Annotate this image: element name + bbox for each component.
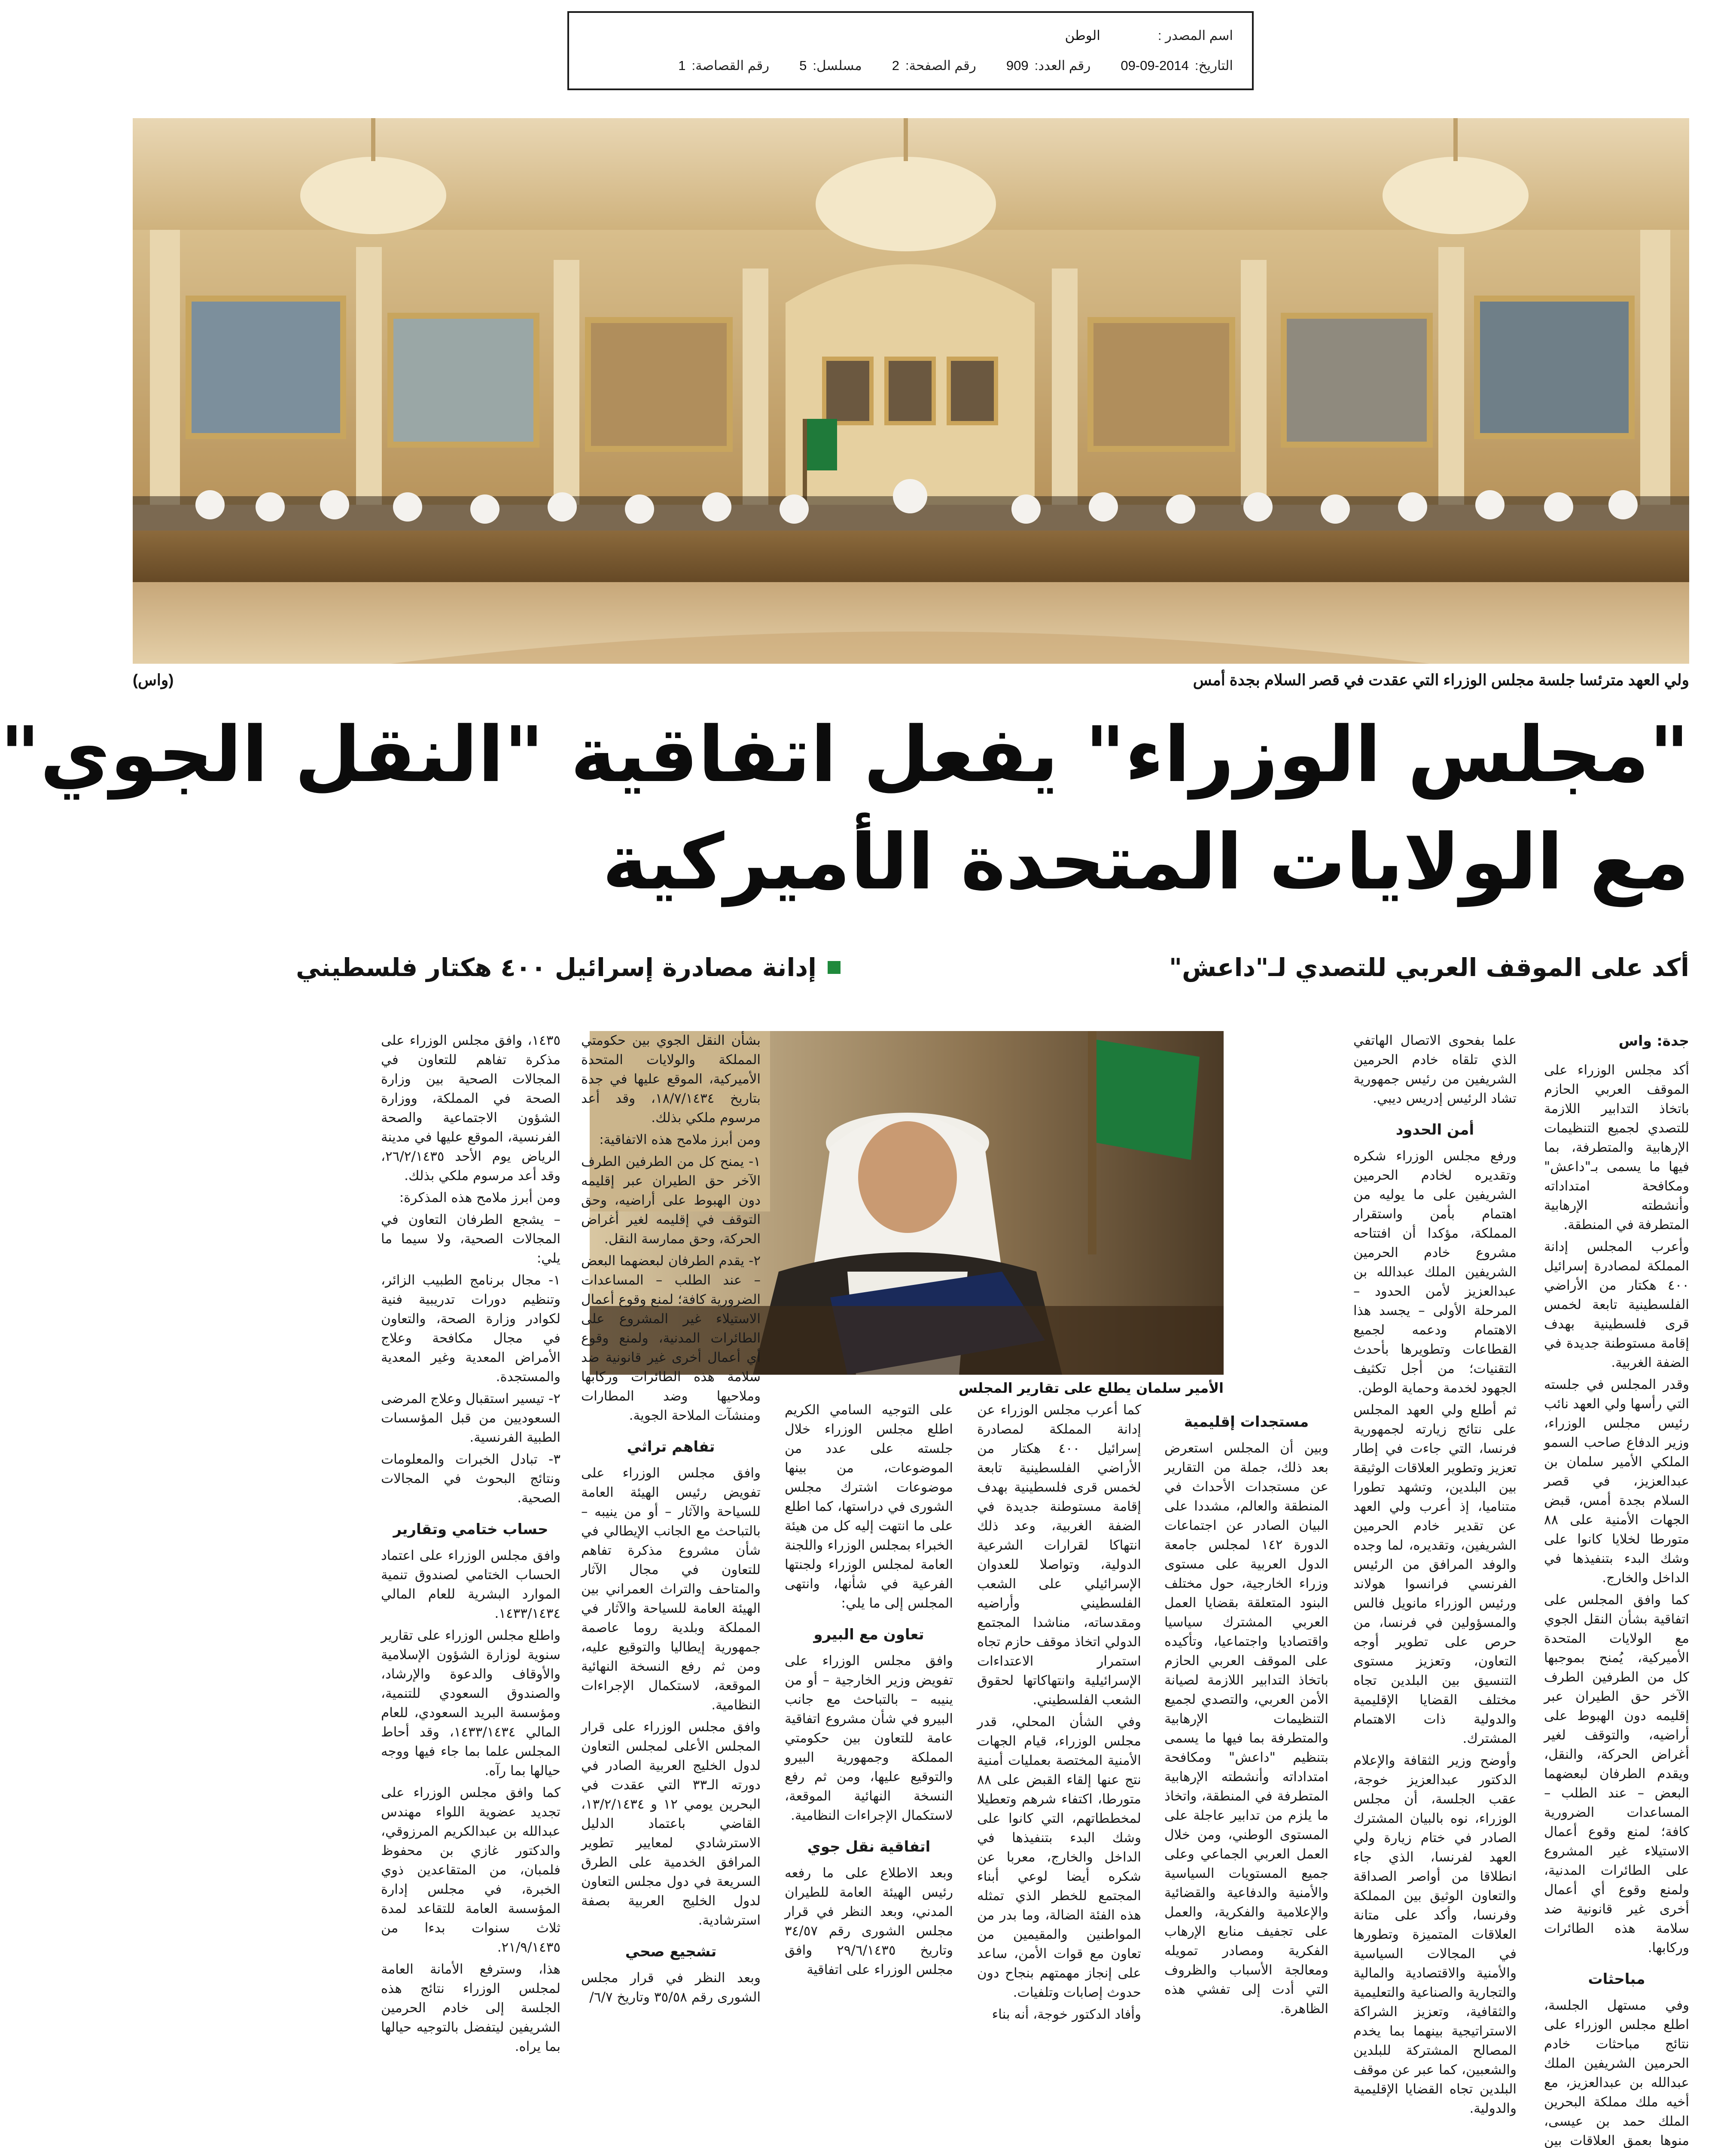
paragraph: وبعد الاطلاع على ما رفعه رئيس الهيئة العامة للطيران المدني، وبعد النظر في قرار مجلس الشورى رقم ٣٤/٥٧ وتاريخ ٢٩/٦/١٤٣٥ وافق مجلس الوزراء على اتفاقية <box>785 1865 953 1977</box>
paragraph: وافق مجلس الوزراء على تفويض وزير الخارجية – أو من ينيبه – بالتباحث مع جانب البيرو في شأن مشروع اتفاقية عامة للتعاون بين حكومتي المملكة وجمهورية البيرو والتوقيع عليها، ومن ثم رفع النسخة النهائية الموقعة، لاستكمال الإجراءات النظامية. <box>785 1653 953 1823</box>
photo-caption-text: ولي العهد مترئسا جلسة مجلس الوزراء التي عقدت في قصر السلام بجدة أمس <box>1193 671 1689 689</box>
paragraph: واطلع مجلس الوزراء على تقارير سنوية لوزارة الشؤون الإسلامية والأوقاف والدعوة والإرشاد، والصندوق السعودي للتنمية، ومؤسسة البريد السعودي، للعام المالي ١٤٣٣/١٤٣٤، وقد أحاط المجلس علما بما جاء فيها ووجه حيالها بما رآه. <box>381 1628 560 1779</box>
subhead-left-wrap <box>296 953 841 982</box>
paragraph: وافق مجلس الوزراء على قرار المجلس الأعلى لمجلس التعاون لدول الخليج العربية الصادر في دورته الـ٣٣ التي عقدت في البحرين يومي ١٢ و ١٣/٢/١٤٣٤، القاضي باعتماد الدليل الاسترشادي لمعايير تطوير المرافق الخدمية على الطرق السريعة في دول مجلس التعاون لدول الخليج العربية بصفة استرشادية. <box>581 1719 761 1928</box>
source-label: اسم المصدر : <box>1157 28 1233 43</box>
paragraph: كما وافق المجلس على اتفاقية بشأن النقل الجوي مع الولايات المتحدة الأميركية، يُمنح بموجبها كل من الطرفين الطرف الآخر حق الطيران عبر إقليمه دون الهبوط على أراضيه، والتوقف لغير أغراض الحركة، والنقل، ويقدم الطرفان لبعضهما البعض – عند الطلب – المساعدات الضرورية كافة؛ لمنع وقوع أعمال الاستيلاء غير المشروع على الطائرات المدنية، ولمنع وقوع أي أعمال أخرى غير قانونية ضد سلامة هذه الطائرات وركابها. <box>1544 1592 1689 1956</box>
article-column-2 <box>1353 1031 1517 2116</box>
paragraph: ومن أبرز ملامح هذه المذكرة: <box>399 1190 560 1205</box>
date-field <box>1121 58 1233 73</box>
paragraph: كما أعرب مجلس الوزراء عن إدانة المملكة لمصادرة إسرائيل ٤٠٠ هكتار من الأراضي الفلسطينية تابعة لخمس قرى فلسطينية بهدف إقامة مستوطنة جديدة في الضفة الغربية، وعد ذلك انتهاكا لقرارات الشرعية الدولية، وتواصلا للعدوان الإسرائيلي على الشعب الفلسطيني وأراضيه ومقدساته، مناشدا المجتمع الدولي اتخاذ موقف حازم تجاه استمرار الاعتداءات الإسرائيلية وانتهاكاتها لحقوق الشعب الفلسطيني. <box>977 1402 1141 1708</box>
paragraph: علما بفحوى الاتصال الهاتفي الذي تلقاه خادم الحرمين الشريفين من رئيس جمهورية تشاد الرئيس إدريس ديبي. <box>1353 1033 1517 1106</box>
paragraph: على التوجيه السامي الكريم اطلع مجلس الوزراء خلال جلسته على عدد من الموضوعات، من بينها موضوعات اشترك مجلس الشورى في دراستها، كما اطلع على ما انتهت إليه كل من هيئة الخبراء بمجلس الوزراء واللجنة العامة لمجلس الوزراء ولجنتها الفرعية في شأنها، وانتهى المجلس إلى ما يلي: <box>785 1402 953 1611</box>
cabinet-session-illustration <box>133 118 1689 664</box>
paragraph: وفي الشأن المحلي، قدر مجلس الوزراء، قيام الجهات الأمنية المختصة بعمليات أمنية نتج عنها إلقاء القبض على ٨٨ متورطا، اكتفاء شرهم وتعطيلا لمخططاتهم، التي كانوا على وشك البدء بتنفيذها في الداخل والخارج، معربا عن شكره أيضا لوعي أبناء المجتمع للخطر الذي تمثله هذه الفئة الضالة، وما بدر من المواطنين والمقيمين من تعاون مع قوات الأمن، ساعد على إنجاز مهمتهم بنجاح دون حدوث إصابات وتلفيات. <box>977 1714 1141 2000</box>
meta-row-source <box>586 21 1233 51</box>
paragraph: وقدر المجلس في جلسته التي رأسها ولي العهد نائب رئيس مجلس الوزراء، وزير الدفاع صاحب السمو الملكي الأمير سلمان بن عبدالعزيز، في قصر السلام بجدة أمس، قبض الجهات الأمنية على ٨٨ متورطا لخلايا كانوا على وشك البدء بتنفيذها في الداخل والخارج. <box>1544 1377 1689 1586</box>
section-subhead: مباحثات <box>1588 1971 1645 1988</box>
paragraph: وافق مجلس الوزراء على اعتماد الحساب الختامي لصندوق تنمية الموارد البشرية للعام المالي ١٤٣٣/١٤٣٤. <box>381 1548 560 1621</box>
subhead-left: إدانة مصادرة إسرائيل ٤٠٠ هكتار فلسطيني <box>296 953 816 982</box>
paragraph: وأعرب المجلس إدانة المملكة لمصادرة إسرائيل ٤٠٠ هكتار من الأراضي الفلسطينية تابعة لخمس قرى فلسطينية بهدف إقامة مستوطنة جديدة في الضفة الغربية. <box>1544 1239 1689 1370</box>
page-value: 2 <box>892 58 899 73</box>
center-niche <box>786 264 1035 505</box>
paragraph: ومن أبرز ملامح هذه الاتفاقية: <box>599 1132 761 1147</box>
section-subhead: تفاهم تراثي <box>627 1438 715 1455</box>
serial-value: 5 <box>799 58 807 73</box>
issue-field <box>1006 58 1090 73</box>
paragraph: – يشجع الطرفان التعاون في المجالات الصحية، ولا سيما ما يلي: <box>381 1212 560 1266</box>
paragraph: ١٤٣٥، وافق مجلس الوزراء على مذكرة تفاهم للتعاون في المجالات الصحية بين وزارة الصحة في المملكة، ووزارة الشؤون الاجتماعية والصحة الفرنسية، الموقع عليها في مدينة الرياض يوم الأحد ٢٦/٢/١٤٣٥، وقد أعد مرسوم ملكي بذلك. <box>381 1033 560 1184</box>
subhead-bar <box>133 953 1689 992</box>
date-label: التاريخ: <box>1194 58 1233 73</box>
paragraph: وفي مستهل الجلسة، اطلع مجلس الوزراء على نتائج مباحثات خادم الحرمين الشريفين الملك عبدالله بن عبدالعزيز، مع أخيه ملك مملكة البحرين الملك حمد بن عيسى، منوها بعمق العلاقات بين <box>1544 1998 1689 2148</box>
date-value: 09-09-2014 <box>1121 58 1189 73</box>
paragraph: ٣- تبادل الخبرات والمعلومات ونتائج البحوث في المجالات الصحية. <box>381 1452 560 1506</box>
page-label: رقم الصفحة: <box>905 58 976 73</box>
headline-line-1: "مجلس الوزراء" يفعل اتفاقية "النقل الجوي" <box>0 710 1689 799</box>
paragraph: ١- مجال برنامج الطبيب الزائر، وتنظيم دورات تدريبية فنية لكوادر وزارة الصحة، والتعاون في مجال مكافحة وعلاج الأمراض المعدية وغير المعدية والمستجدة. <box>381 1272 560 1385</box>
dateline: جدة: واس <box>1618 1032 1689 1049</box>
paragraph: ١- يمنح كل من الطرفين الطرف الآخر حق الطيران عبر إقليمه دون الهبوط على أراضيه، وحق التوقف في إقليمه لغير أغراض الحركة، وحق ممارسة النقل. <box>581 1154 761 1247</box>
serial-label: مسلسل: <box>813 58 862 73</box>
paragraph: ثم أطلع ولي العهد المجلس على نتائج زيارته لجمهورية فرنسا، التي جاءت في إطار تعزيز وتطوير العلاقات الوثيقة بين البلدين، وتشهد تطورا متناميا، إذ أعرب ولي العهد عن تقدير خادم الحرمين الشريفين، وتقديره، لما وجده والوفد المرافق من الرئيس الفرنسي فرانسوا هولاند ورئيس الوزراء مانويل فالس والمسؤولين في فرنسا، من حرص على تطوير أوجه التعاون، وتعزيز مستوى التنسيق بين البلدين تجاه مختلف القضايا الإقليمية والدولية ذات الاهتمام المشترك. <box>1353 1402 1517 1746</box>
source-value: الوطن <box>1065 28 1100 43</box>
article-column-1 <box>1544 1031 1689 2148</box>
section-subhead: اتفاقية نقل جوي <box>807 1838 931 1855</box>
subhead-right: أكد على الموقف العربي للتصدي لـ"داعش" <box>1169 953 1689 982</box>
paragraph: وبعد النظر في قرار مجلس الشورى رقم ٣٥/٥٨ وتاريخ ٦/٧/ <box>581 1970 761 2005</box>
article-column-7 <box>381 1031 560 2054</box>
page-field <box>892 58 976 73</box>
section-subhead: تعاون مع البيرو <box>813 1626 924 1643</box>
paragraph: وأفاد الدكتور خوجة، أنه بناء <box>992 2007 1141 2022</box>
article-column-6 <box>581 1031 761 2031</box>
clip-label: رقم القصاصة: <box>691 58 770 73</box>
paragraph: هذا، وسترفع الأمانة العامة لمجلس الوزراء نتائج هذه الجلسة إلى خادم الحرمين الشريفين ليتفضل بالتوجيه حيالها بما يراه. <box>381 1962 560 2054</box>
green-bullet-icon <box>828 961 841 974</box>
article-column-3 <box>1164 1400 1328 2031</box>
paragraph: وبين أن المجلس استعرض بعد ذلك، جملة من التقارير عن مستجدات الأحداث في المنطقة والعالم، مشددا على البيان الصادر عن اجتماعات الدورة ١٤٢ لمجلس جامعة الدول العربية على مستوى وزراء الخارجية، حول مختلف البنود المتعلقة بقضايا العمل العربي المشترك سياسيا واقتصاديا واجتماعيا، وتأكيده على الموقف العربي الحازم باتخاذ التدابير اللازمة لصيانة الأمن العربي، والتصدي لجميع التنظيمات الإرهابية والمتطرفة بما فيها ما يسمى بتنظيم "داعش" ومكافحة امتداداته وأنشطته الإرهابية المتطرفة في المنطقة، واتخاذ ما يلزم من تدابير عاجلة على المستوى الوطني، ومن خلال العمل العربي الجماعي وعلى جميع المستويات السياسية والأمنية والدفاعية والقضائية والإعلامية والفكرية، والعمل على تجفيف منابع الإرهاب الفكرية ومصادر تمويله ومعالجة الأسباب والظروف التي أدت إلى تفشي هذه الظاهرة. <box>1164 1440 1328 2017</box>
clip-field <box>678 58 769 73</box>
issue-label: رقم العدد: <box>1034 58 1091 73</box>
paragraph: بشأن النقل الجوي بين حكومتي المملكة والولايات المتحدة الأميركية، الموقع عليها في جدة بتاريخ ١٨/٧/١٤٣٤، وقد أعد مرسوم ملكي بذلك. <box>581 1033 761 1126</box>
paragraph: ورفع مجلس الوزراء شكره وتقديره لخادم الحرمين الشريفين على ما يوليه من اهتمام بأمن واستقرار المملكة، مؤكدا أن افتتاحه مشروع خادم الحرمين الشريفين الملك عبدالله بن عبدالعزيز لأمن الحدود – المرحلة الأولى – يجسد هذا الاهتمام ودعمه لجميع القطاعات وتطويرها بأحدث التقنيات؛ من أجل تكثيف الجهود لخدمة وحماية الوطن. <box>1353 1148 1517 1396</box>
paragraph: وافق مجلس الوزراء على تفويض رئيس الهيئة العامة للسياحة والآثار – أو من ينيبه – بالتباحث مع الجانب الإيطالي في شأن مشروع مذكرة تفاهم للتعاون في مجال الآثار والمتاحف والتراث العمراني بين الهيئة العامة للسياحة والآثار في المملكة وبلدية روما عاصمة جمهورية إيطاليا والتوقيع عليه، ومن ثم رفع النسخة النهائية الموقعة، لاستكمال الإجراءات النظامية. <box>581 1465 761 1713</box>
paragraph: كما وافق مجلس الوزراء على تجديد عضوية اللواء مهندس عبدالله بن عبدالكريم المرزوقي، والدكتور غازي بن محفوظ فلمبان، من المتقاعدين ذوي الخبرة، في مجلس إدارة المؤسسة العامة للتقاعد لمدة ثلاث سنوات بدءا من ٢١/٩/١٤٣٥. <box>381 1785 560 1955</box>
section-subhead: تشجيع صحي <box>625 1943 717 1960</box>
issue-value: 909 <box>1006 58 1029 73</box>
section-subhead: أمن الحدود <box>1395 1121 1474 1138</box>
serial-field <box>799 58 862 73</box>
paragraph: وأوضح وزير الثقافة والإعلام الدكتور عبدالعزيز خوجة، عقب الجلسة، أن مجلس الوزراء، نوه بالبيان المشترك الصادر في ختام زيارة ولي العهد لفرنسا، الذي جاء انطلاقا من أواصر الصداقة والتعاون الوثيق بين المملكة وفرنسا، وأكد على متانة العلاقات المتميزة وتطورها في المجالات السياسية والأمنية والاقتصادية والمالية والتجارية والصناعية والتعليمية والثقافية، وتعزيز الشراكة الاستراتيجية بينهما بما يخدم المصالح المشتركة للبلدين والشعبين، كما عبر عن موقف البلدين تجاه القضايا الإقليمية والدولية. <box>1353 1753 1517 2116</box>
section-subhead: حساب ختامي وتقارير <box>393 1521 548 1538</box>
paragraph: ٢- يقدم الطرفان لبعضهما البعض – عند الطلب – المساعدات الضرورية كافة؛ لمنع وقوع أعمال الاستيلاء غير المشروع على الطائرات المدنية، ولمنع وقوع أي أعمال أخرى غير قانونية ضد سلامة هذه الطائرات وركابها وملاحيها وضد المطارات ومنشآت الملاحة الجوية. <box>581 1253 761 1423</box>
main-photo-caption <box>133 668 1689 694</box>
source-field <box>1065 28 1233 43</box>
section-subhead: مستجدات إقليمية <box>1184 1413 1309 1431</box>
photo-credit: (واس) <box>133 671 174 689</box>
article-column-5 <box>785 1400 953 2031</box>
source-info-box <box>567 11 1254 90</box>
cabinet-session-photo <box>133 118 1689 664</box>
headline-line-2: مع الولايات المتحدة الأميركية <box>602 818 1689 906</box>
meta-row-details <box>586 51 1233 81</box>
clip-value: 1 <box>678 58 686 73</box>
article-column-4 <box>977 1400 1141 2031</box>
paragraph: أكد مجلس الوزراء على الموقف العربي الحازم باتخاذ التدابير اللازمة للتصدي لجميع التنظيمات الإرهابية والمتطرفة، بما فيها ما يسمى بـ"داعش" ومكافحة امتداداته وأنشطته الإرهابية المتطرفة في المنطقة. <box>1544 1062 1689 1233</box>
article-body <box>133 1031 1689 2148</box>
inner-photo-caption: الأمير سلمان يطلع على تقارير المجلس <box>958 1380 1224 1396</box>
paragraph: ٢- تيسير استقبال وعلاج المرضى السعوديين من قبل المؤسسات الطبية الفرنسية. <box>381 1391 560 1445</box>
